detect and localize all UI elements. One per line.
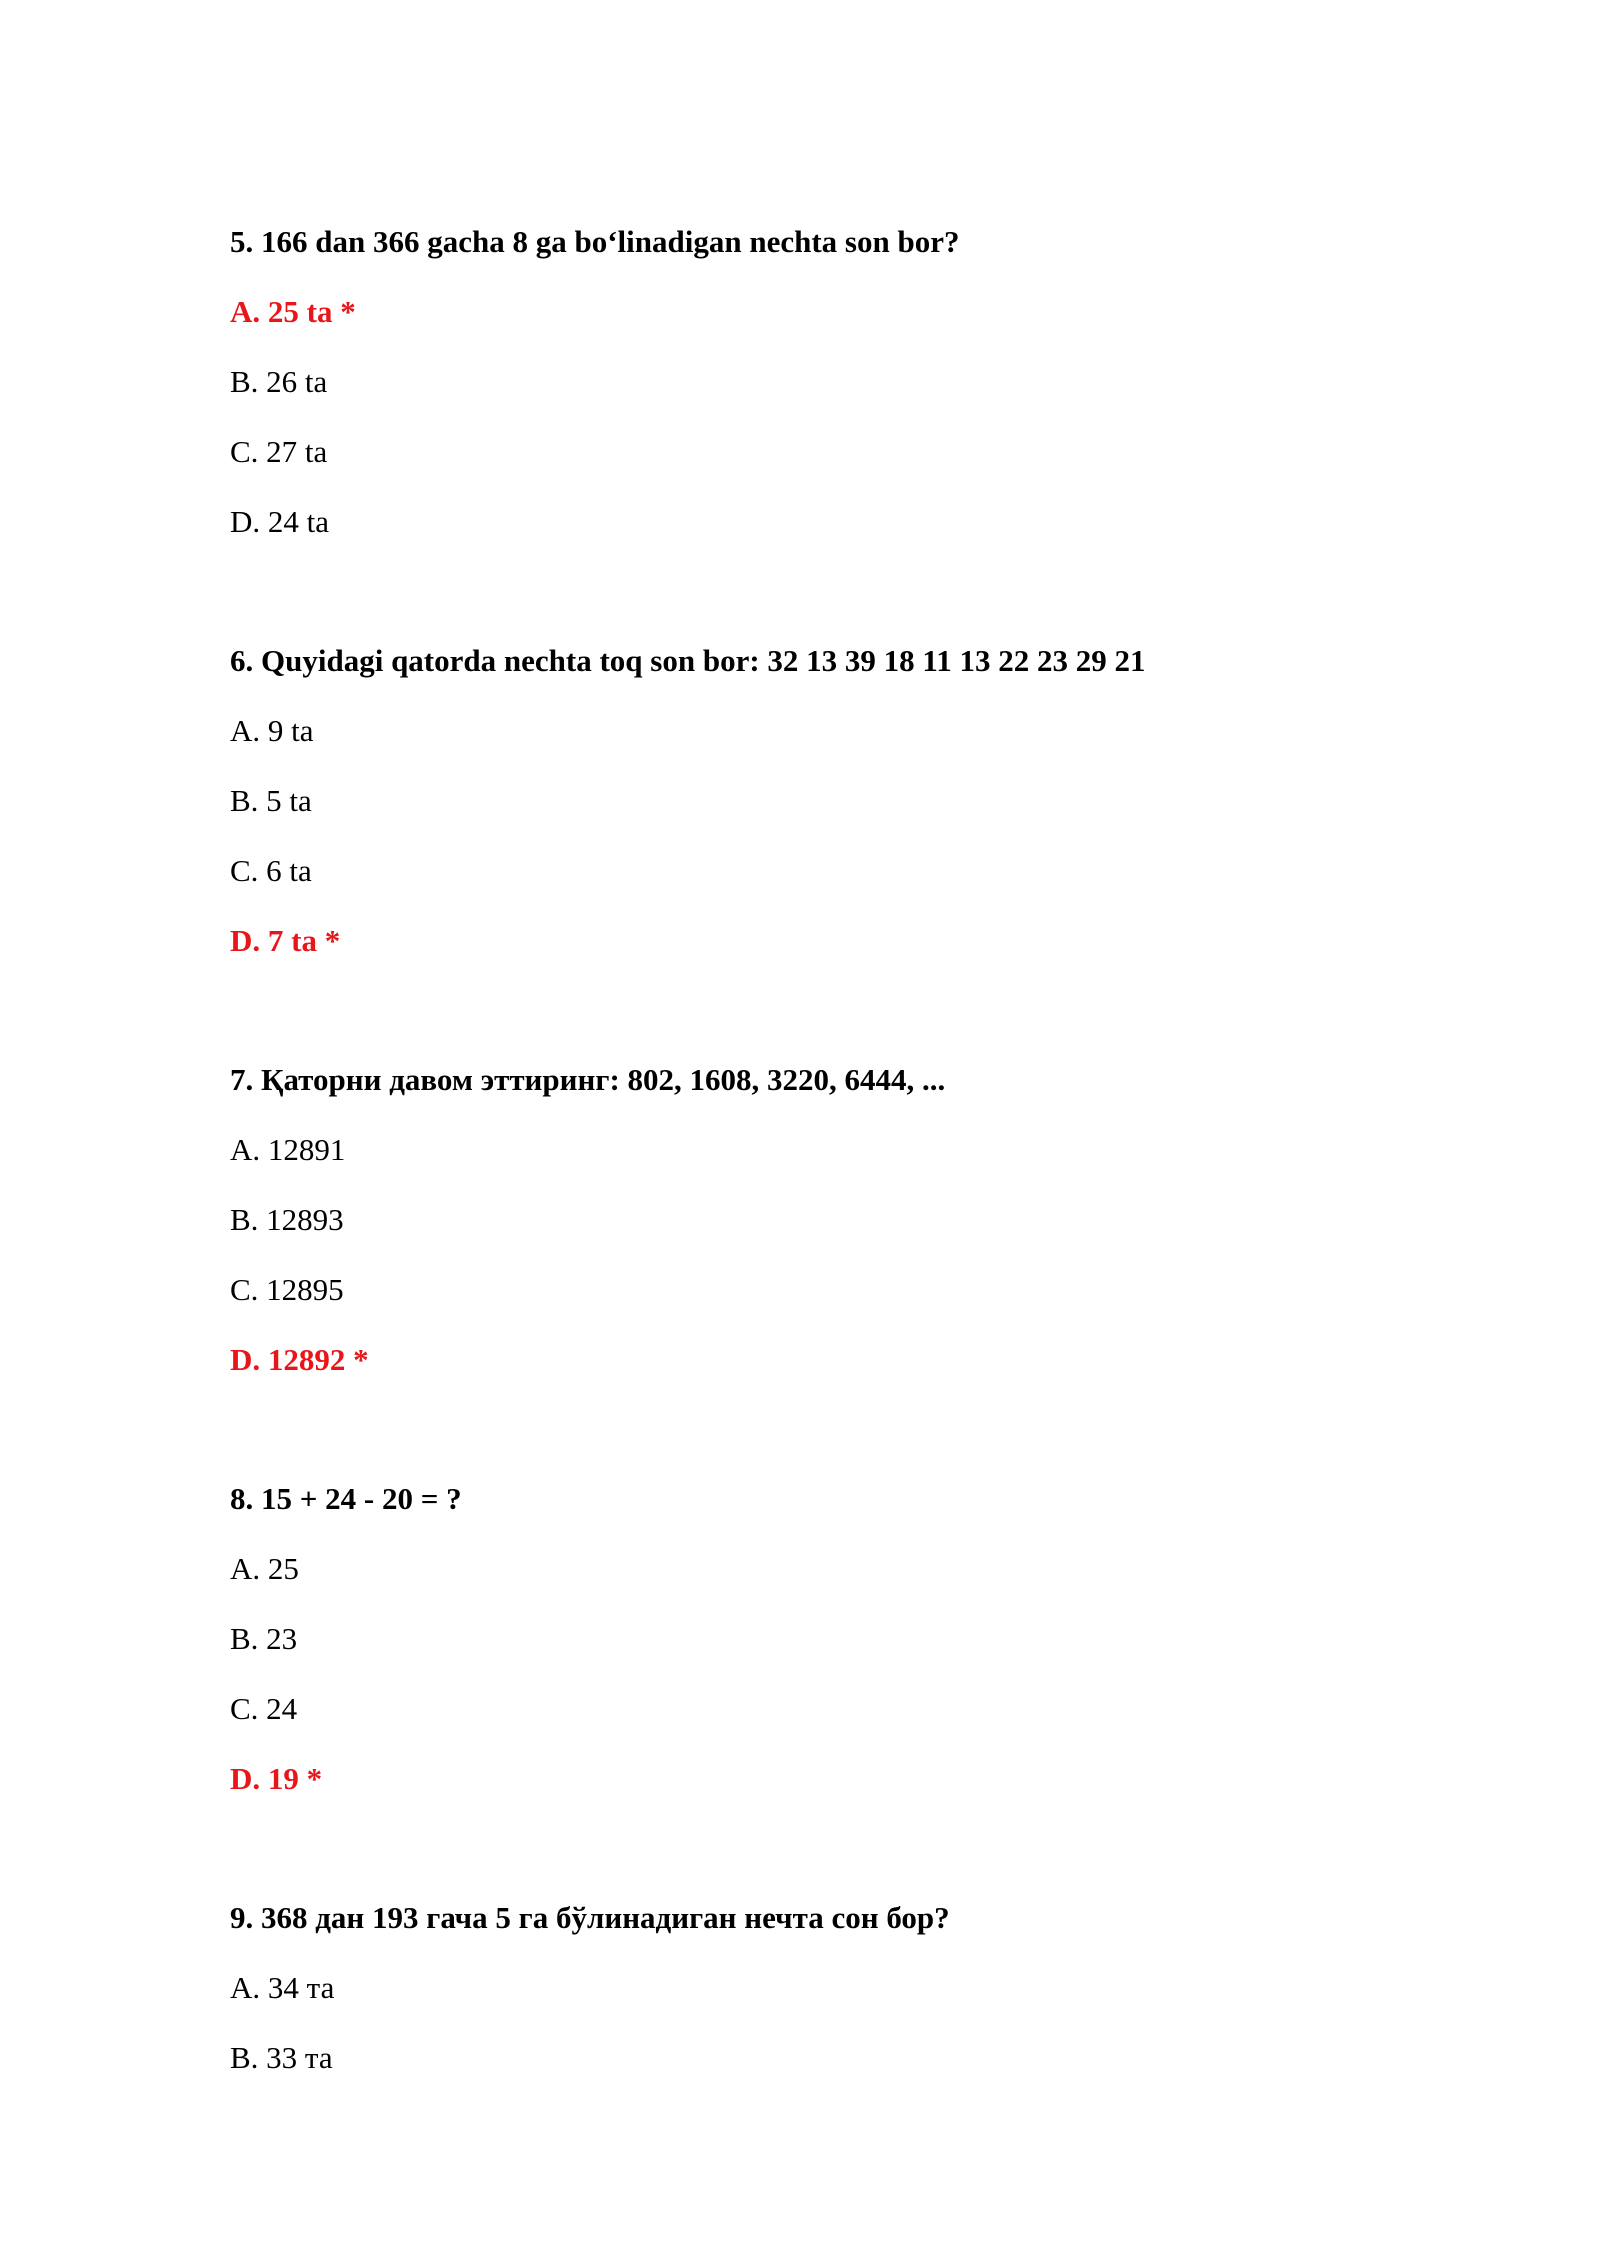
answer-option-c: C. 6 ta [230, 853, 312, 888]
question-text: 8. 15 + 24 - 20 = ? [230, 1481, 462, 1516]
answer-option-d: D. 19 * [230, 1761, 323, 1796]
answer-option-a: A. 34 та [230, 1970, 335, 2005]
answer-option-b: B. 5 ta [230, 783, 312, 818]
answer-option-c: C. 27 ta [230, 434, 328, 469]
question-text: 5. 166 dan 366 gacha 8 ga bo‘linadigan nechta son bor? [230, 224, 960, 259]
answer-option-c: C. 24 [230, 1691, 298, 1726]
answer-option-b: B. 33 та [230, 2040, 333, 2075]
question-text: 6. Quyidagi qatorda nechta toq son bor: 32 13 39 18 11 13 22 23 29 21 [230, 643, 1146, 678]
answer-option-a: A. 25 [230, 1551, 299, 1586]
answer-option-a: A. 12891 [230, 1132, 346, 1167]
answer-option-b: B. 23 [230, 1621, 298, 1656]
answer-option-d: D. 24 ta [230, 504, 330, 539]
question-text: 7. Қаторни давом эттиринг: 802, 1608, 3220, 6444, ... [230, 1062, 946, 1097]
answer-option-a: A. 9 ta [230, 713, 314, 748]
answer-option-d: D. 7 ta * [230, 923, 341, 958]
answer-option-b: B. 12893 [230, 1202, 344, 1237]
answer-option-b: B. 26 ta [230, 364, 328, 399]
answer-option-c: C. 12895 [230, 1272, 344, 1307]
question-text: 9. 368 дан 193 гача 5 га бўлинадиган нечта сон бор? [230, 1900, 950, 1935]
answer-option-d: D. 12892 * [230, 1342, 369, 1377]
answer-option-a: A. 25 ta * [230, 294, 356, 329]
